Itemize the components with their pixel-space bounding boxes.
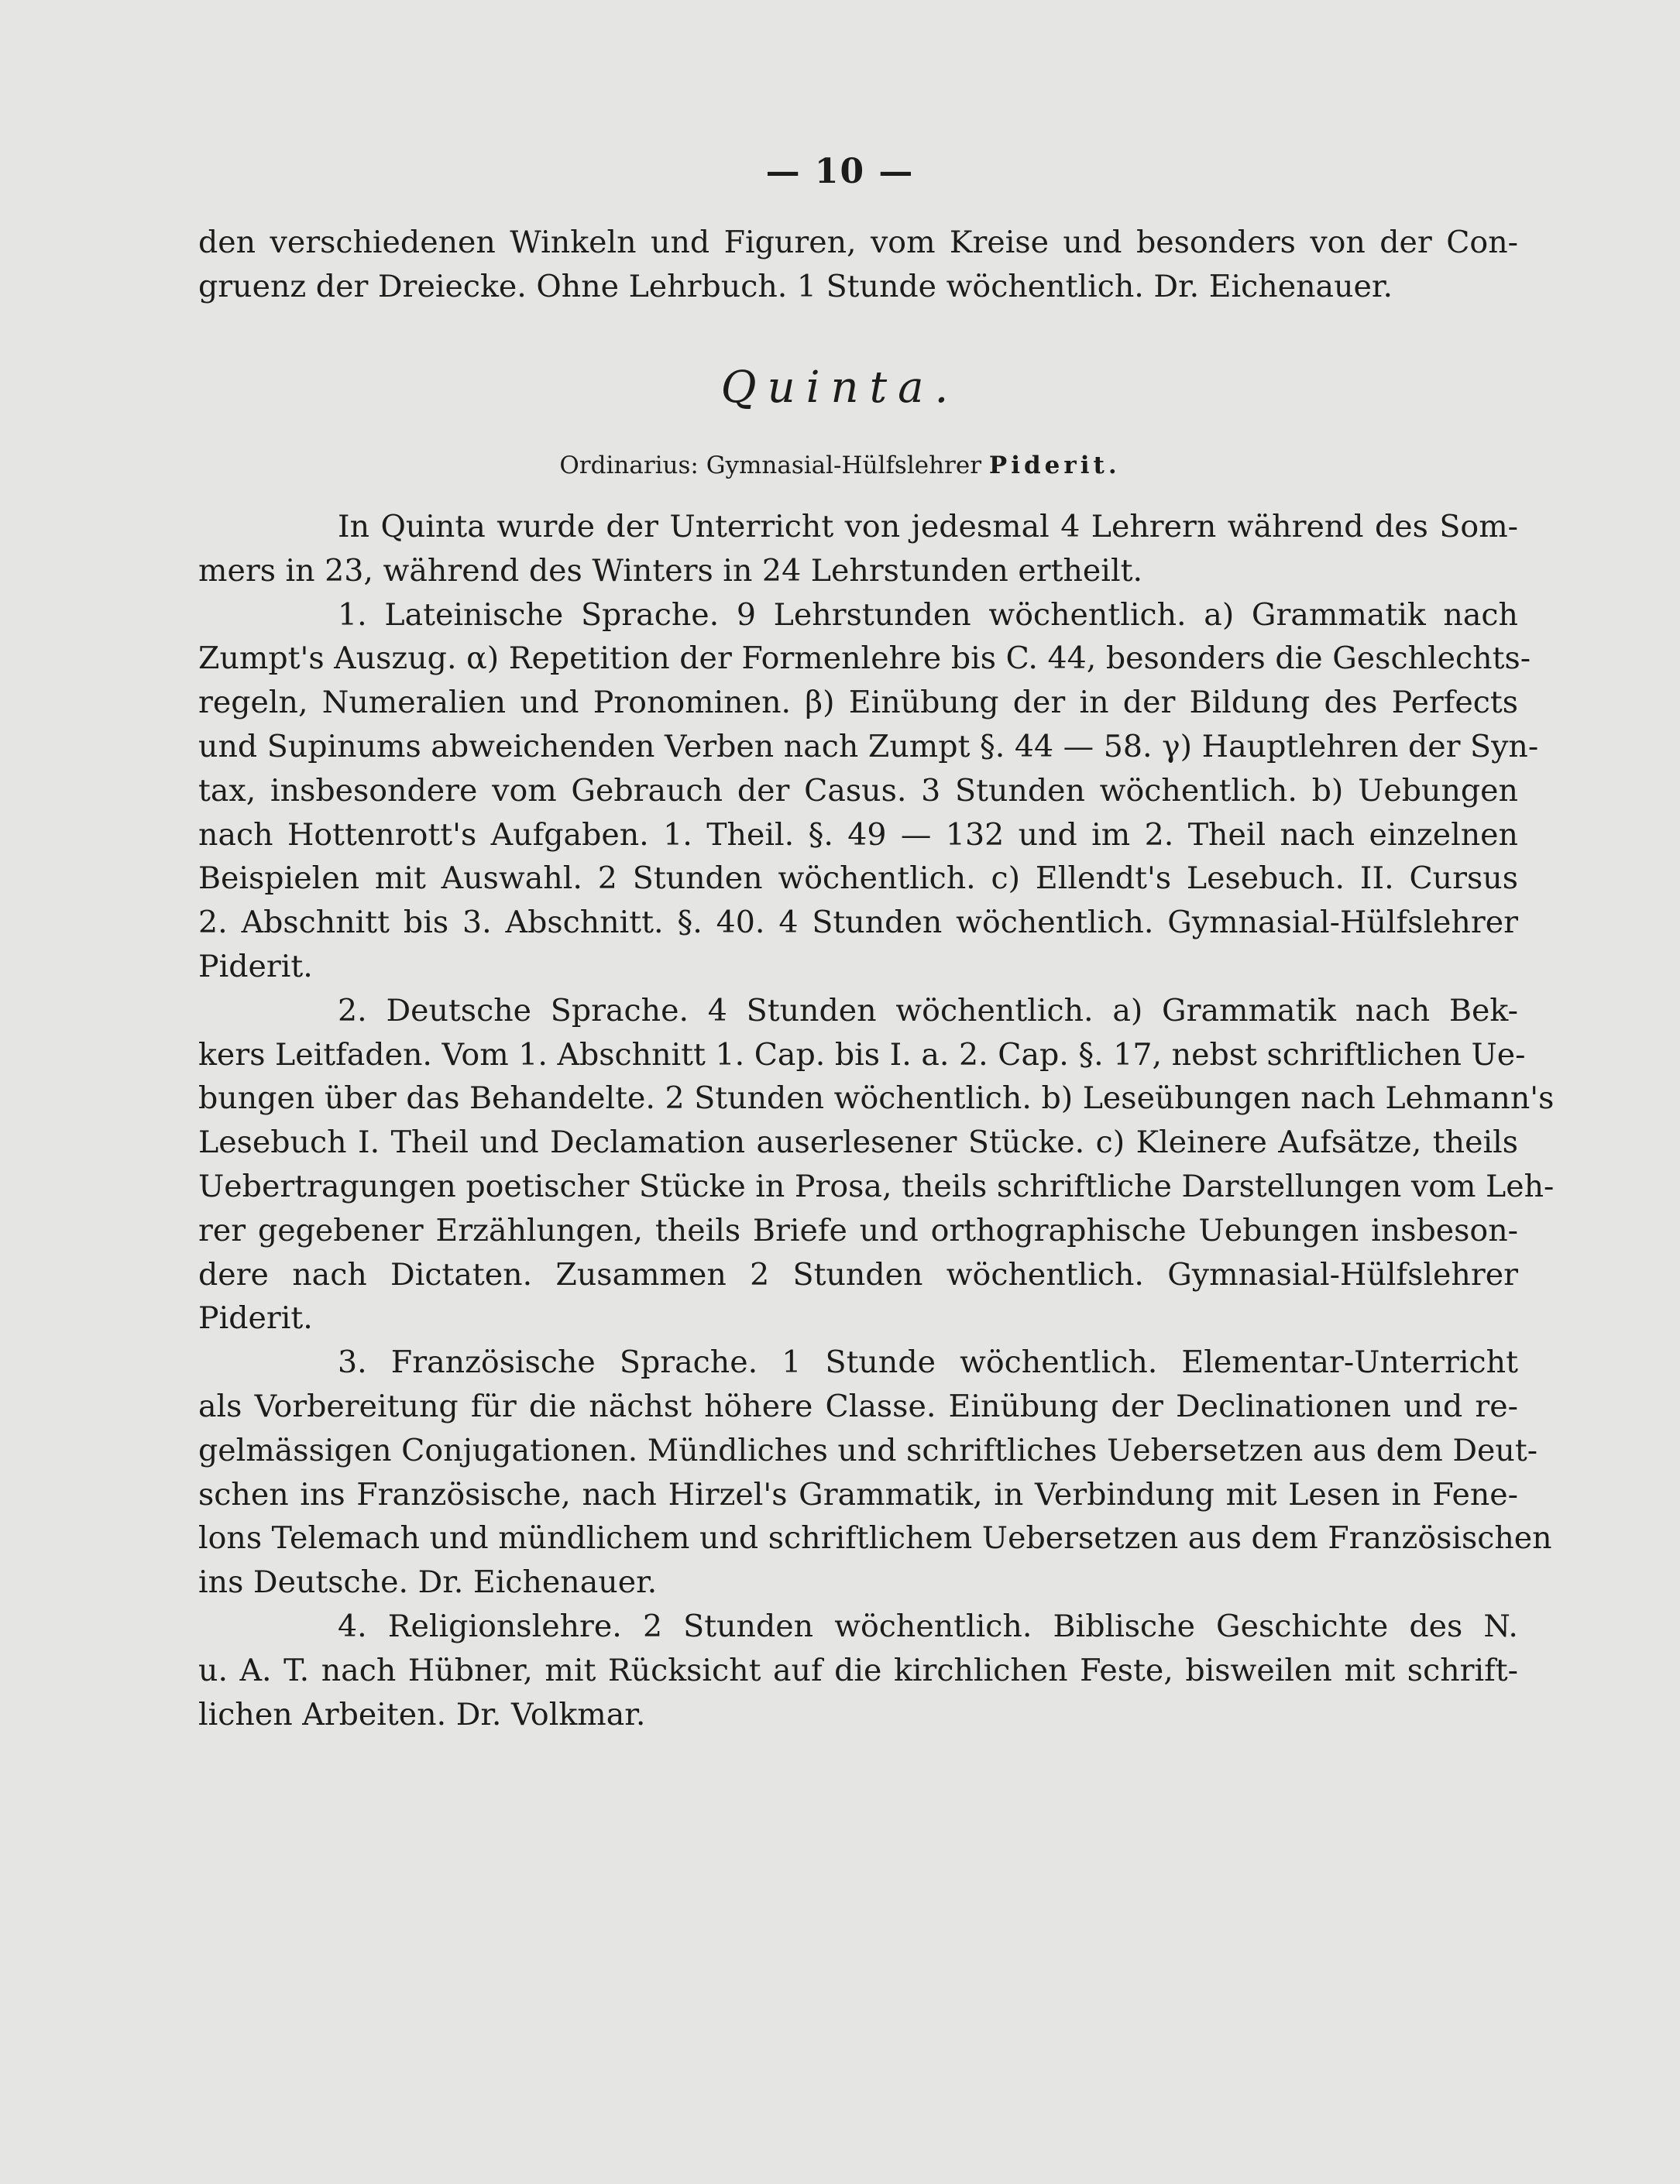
text-line: In Quinta wurde der Unterricht von jedesmal 4 Lehrern während des Som- <box>338 509 1518 544</box>
text-line: lichen Arbeiten. Dr. Volkmar. <box>198 1696 646 1732</box>
text-line: tax, insbesondere vom Gebrauch der Casus. 3 Stunden wöchentlich. b) Uebungen <box>198 772 1518 809</box>
text-line: und Supinums abweichenden Verben nach Zumpt §. 44 — 58. γ) Hauptlehren der Syn- <box>198 728 1539 764</box>
text-line: Lesebuch I. Theil und Declamation auserlesener Stücke. c) Kleinere Aufsätze, theils <box>198 1125 1518 1161</box>
text-line: Beispielen mit Auswahl. 2 Stunden wöchentlich. c) Ellendt's Lesebuch. II. Cursus <box>198 860 1518 897</box>
text-line: 2. Deutsche Sprache. 4 Stunden wöchentlich. a) Grammatik nach Bek- <box>338 992 1518 1028</box>
text-line: 3. Französische Sprache. 1 Stunde wöchentlich. Elementar-Unterricht <box>338 1344 1518 1381</box>
text-line: schen ins Französische, nach Hirzel's Grammatik, in Verbindung mit Lesen in Fene- <box>198 1476 1518 1513</box>
ordinarius-name: Piderit. <box>988 452 1121 479</box>
ordinarius-line <box>0 452 1680 479</box>
text-line: rer gegebener Erzählungen, theils Briefe und orthographische Uebungen insbeson- <box>198 1212 1518 1248</box>
ordinarius-prefix: Ordinarius: Gymnasial-Hülfslehrer <box>559 452 982 479</box>
text-line: lons Telemach und mündlichem und schriftlichem Uebersetzen aus dem Französischen <box>198 1520 1552 1557</box>
text-line: gruenz der Dreiecke. Ohne Lehrbuch. 1 Stunde wöchentlich. Dr. Eichenauer. <box>198 268 1393 304</box>
text-line: kers Leitfaden. Vom 1. Abschnitt 1. Cap. bis I. a. 2. Cap. §. 17, nebst schriftlichen Ue- <box>198 1036 1526 1073</box>
text-line: u. A. T. nach Hübner, mit Rücksicht auf die kirchlichen Feste, bisweilen mit schrift- <box>198 1652 1518 1688</box>
text-line: Piderit. <box>198 948 313 984</box>
intro-paragraph <box>198 221 1518 309</box>
section-title: Quinta. <box>720 362 960 413</box>
text-line: dere nach Dictaten. Zusammen 2 Stunden wöchentlich. Gymnasial-Hülfslehrer <box>198 1256 1518 1293</box>
text-line: regeln, Numeralien und Pronominen. β) Einübung der in der Bildung des Perfects <box>198 685 1518 721</box>
text-line: als Vorbereitung für die nächst höhere Classe. Einübung der Declinationen und re- <box>198 1388 1518 1424</box>
text-line: den verschiedenen Winkeln und Figuren, vom Kreise und besonders von der Con- <box>198 225 1518 260</box>
body-text <box>198 505 1555 1736</box>
text-line: gelmässigen Conjugationen. Mündliches und schriftliches Uebersetzen aus dem Deut- <box>198 1432 1538 1468</box>
text-line: Uebertragungen poetischer Stücke in Prosa, theils schriftliche Darstellungen vom Leh- <box>198 1168 1555 1204</box>
text-line: Piderit. <box>198 1300 313 1337</box>
text-line: mers in 23, während des Winters in 24 Lehrstunden ertheilt. <box>198 552 1143 589</box>
text-line: nach Hottenrott's Aufgaben. 1. Theil. §. 49 — 132 und im 2. Theil nach einzelnen <box>198 816 1518 853</box>
text-line: ins Deutsche. Dr. Eichenauer. <box>198 1564 658 1601</box>
text-line: bungen über das Behandelte. 2 Stunden wöchentlich. b) Leseübungen nach Lehmann's <box>198 1080 1555 1117</box>
text-line: 2. Abschnitt bis 3. Abschnitt. §. 40. 4 Stunden wöchentlich. Gymnasial-Hülfslehrer <box>198 905 1518 941</box>
text-line: 4. Religionslehre. 2 Stunden wöchentlich. Biblische Geschichte des N. <box>338 1608 1518 1644</box>
page-number: — 10 — <box>765 152 915 191</box>
text-line: Zumpt's Auszug. α) Repetition der Formenlehre bis C. 44, besonders die Geschlechts- <box>198 640 1531 677</box>
text-line: 1. Lateinische Sprache. 9 Lehrstunden wöchentlich. a) Grammatik nach <box>338 596 1518 633</box>
